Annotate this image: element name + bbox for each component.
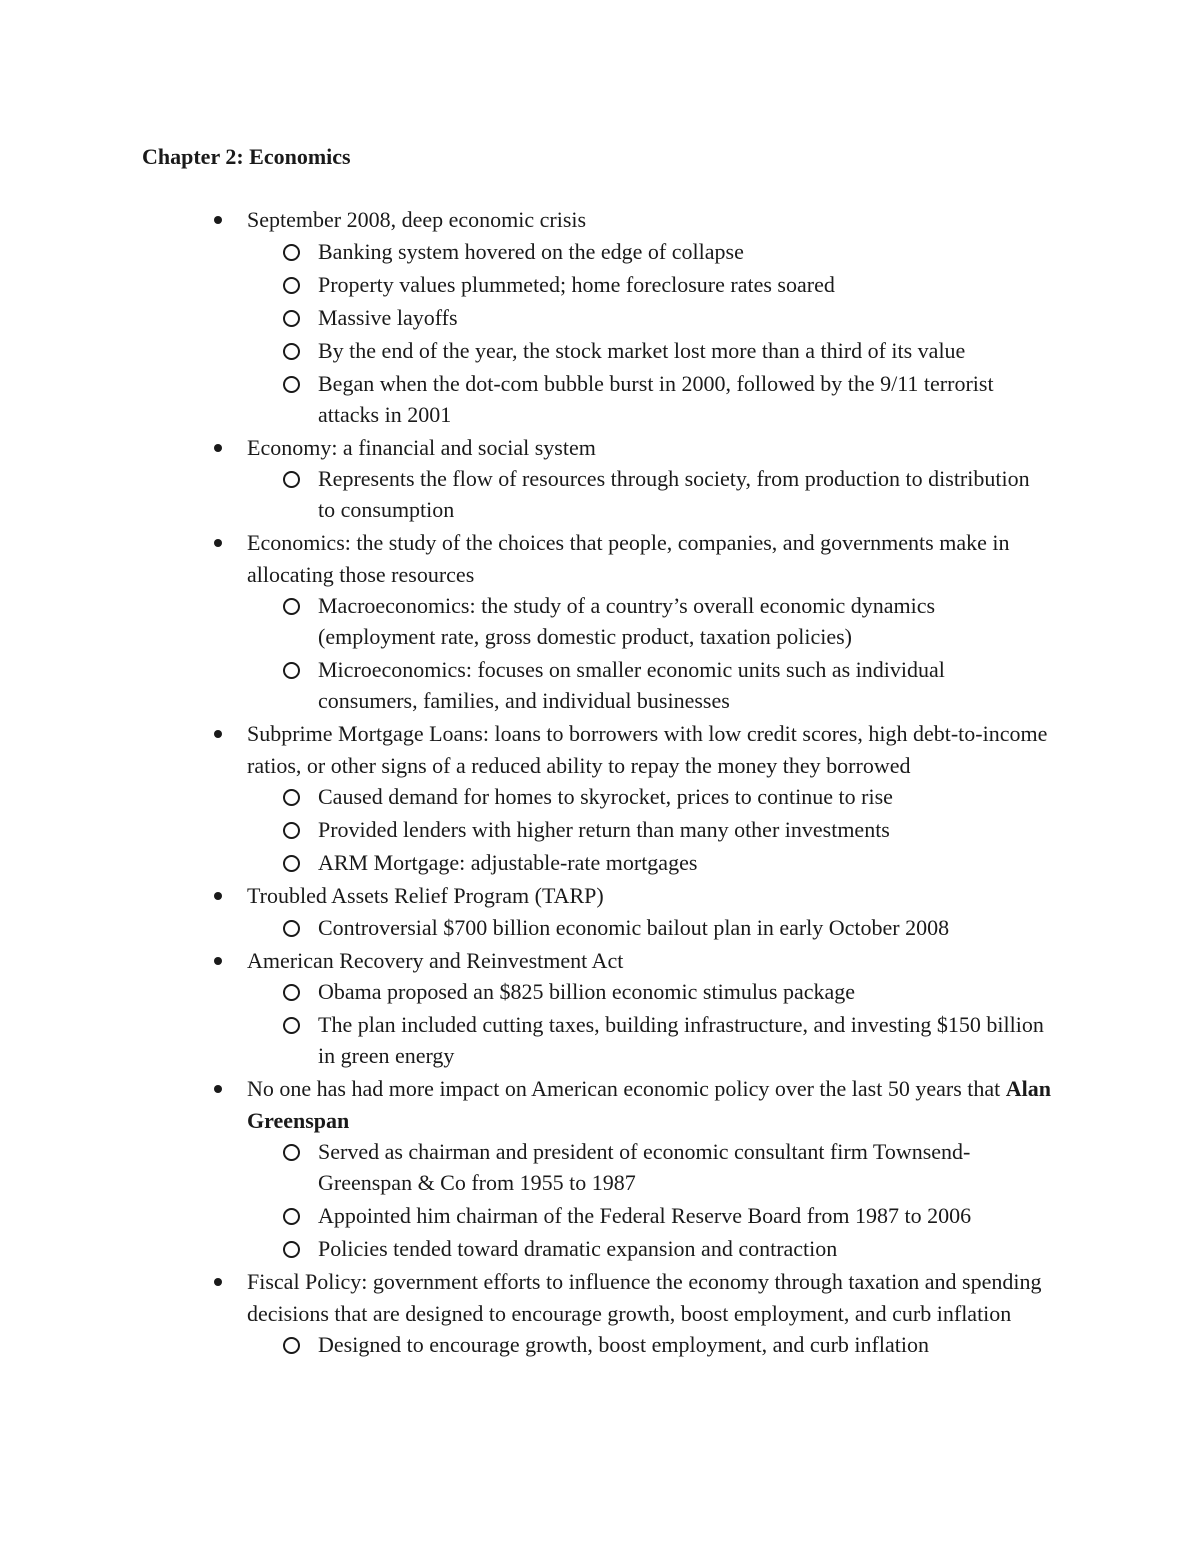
hollow-bullet-icon xyxy=(283,1017,300,1034)
sub-item-text: Property values plummeted; home foreclosure rates soared xyxy=(318,271,835,297)
outline-item xyxy=(0,1266,1077,1360)
filled-bullet-icon xyxy=(214,216,222,224)
outline-item xyxy=(0,880,1077,943)
hollow-bullet-icon xyxy=(283,471,300,488)
emphasis-name: Alan Greenspan xyxy=(247,1076,1052,1133)
filled-bullet-icon xyxy=(214,957,222,965)
outline-item-text: September 2008, deep economic crisis xyxy=(247,207,587,232)
sub-item-text: Macroeconomics: the study of a country’s overall economic dynamics (employment rate, gross domestic product, taxation policies) xyxy=(318,593,936,649)
sub-item xyxy=(247,1136,1048,1198)
sub-item-text: Appointed him chairman of the Federal Reserve Board from 1987 to 2006 xyxy=(318,1203,972,1228)
outline-item-text: No one has had more impact on American economic policy over the last 50 years that xyxy=(247,1076,1001,1101)
hollow-bullet-icon xyxy=(283,343,300,360)
sub-item xyxy=(247,1200,1048,1231)
sub-item xyxy=(247,269,1048,300)
sub-item-text: Designed to encourage growth, boost employment, and curb inflation xyxy=(318,1332,929,1357)
hollow-bullet-icon xyxy=(283,244,300,261)
outline-item xyxy=(0,432,1077,526)
sub-item xyxy=(247,236,1048,267)
sub-list xyxy=(247,1136,1077,1264)
hollow-bullet-icon xyxy=(283,310,300,327)
hollow-bullet-icon xyxy=(283,984,300,1001)
hollow-bullet-icon xyxy=(283,920,300,937)
sub-item xyxy=(247,335,1048,366)
sub-item xyxy=(247,1233,1048,1264)
sub-item xyxy=(247,302,1048,333)
sub-item-text: The plan included cutting taxes, building infrastructure, and investing $150 billion in green energy xyxy=(318,1012,1044,1068)
hollow-bullet-icon xyxy=(283,855,300,872)
outline-list xyxy=(0,204,1200,1362)
sub-item-text: Caused demand for homes to skyrocket, prices to continue to rise xyxy=(318,784,893,809)
filled-bullet-icon xyxy=(214,730,222,738)
sub-item xyxy=(247,1329,1048,1360)
outline-item xyxy=(0,718,1077,878)
hollow-bullet-icon xyxy=(283,1144,300,1161)
hollow-bullet-icon xyxy=(283,1241,300,1258)
sub-item xyxy=(247,654,1048,716)
filled-bullet-icon xyxy=(214,539,222,547)
sub-list xyxy=(247,590,1077,716)
filled-bullet-icon xyxy=(214,1085,222,1093)
sub-item xyxy=(247,976,1048,1007)
sub-item xyxy=(247,590,1048,652)
outline-item-text: Subprime Mortgage Loans: loans to borrowers with low credit scores, high debt-to-income ratios, or other signs of a reduced ability to repay the money they borrowed xyxy=(247,721,1048,778)
sub-item xyxy=(247,781,1048,812)
page-title: Chapter 2: Economics xyxy=(142,144,351,169)
sub-item-text: By the end of the year, the stock market lost more than a third of its value xyxy=(318,337,966,363)
outline-item-text: Troubled Assets Relief Program (TARP) xyxy=(247,883,604,908)
filled-bullet-icon xyxy=(214,892,222,900)
sub-item-text: Controversial $700 billion economic bailout plan in early October 2008 xyxy=(318,914,950,940)
sub-item-text: Represents the flow of resources through society, from production to distribution to consumption xyxy=(318,466,1030,522)
hollow-bullet-icon xyxy=(283,1337,300,1354)
sub-item-text: Began when the dot-com bubble burst in 2000, followed by the 9/11 terrorist attacks in 2001 xyxy=(318,370,994,427)
sub-item-text: ARM Mortgage: adjustable-rate mortgages xyxy=(318,850,698,875)
sub-list xyxy=(247,912,1077,943)
hollow-bullet-icon xyxy=(283,1208,300,1225)
sub-list xyxy=(247,463,1077,525)
sub-list xyxy=(247,236,1077,430)
sub-list xyxy=(247,781,1077,878)
hollow-bullet-icon xyxy=(283,789,300,806)
sub-list xyxy=(247,1329,1077,1360)
outline-item-text: Fiscal Policy: government efforts to influence the economy through taxation and spending decisions that are designed to encourage growth, boost employment, and curb inflation xyxy=(247,1269,1042,1326)
sub-item xyxy=(247,368,1048,430)
sub-item-text: Obama proposed an $825 billion economic stimulus package xyxy=(318,979,856,1004)
outline-item xyxy=(0,204,1077,430)
sub-item xyxy=(247,1009,1048,1071)
sub-item-text: Massive layoffs xyxy=(318,304,458,330)
hollow-bullet-icon xyxy=(283,277,300,294)
hollow-bullet-icon xyxy=(283,598,300,615)
outline-item xyxy=(0,527,1077,716)
hollow-bullet-icon xyxy=(283,376,300,393)
outline-item-text: American Recovery and Reinvestment Act xyxy=(247,947,624,973)
outline-item xyxy=(0,1073,1077,1264)
sub-item xyxy=(247,912,1048,943)
sub-item-text: Provided lenders with higher return than many other investments xyxy=(318,817,890,842)
hollow-bullet-icon xyxy=(283,662,300,679)
filled-bullet-icon xyxy=(214,1278,222,1286)
sub-item-text: Microeconomics: focuses on smaller economic units such as individual consumers, families, and individual businesses xyxy=(318,657,945,713)
sub-item xyxy=(247,814,1048,845)
filled-bullet-icon xyxy=(214,444,222,452)
sub-item-text: Banking system hovered on the edge of collapse xyxy=(318,238,744,264)
sub-item xyxy=(247,463,1048,525)
sub-item-text: Policies tended toward dramatic expansion and contraction xyxy=(318,1236,838,1261)
sub-item-text: Served as chairman and president of economic consultant firm Townsend-Greenspan & Co from 1955 to 1987 xyxy=(318,1139,971,1195)
outline-item-text: Economics: the study of the choices that people, companies, and governments make in allocating those resources xyxy=(247,530,1010,587)
outline-item xyxy=(0,945,1077,1072)
sub-item xyxy=(247,847,1048,878)
hollow-bullet-icon xyxy=(283,822,300,839)
outline-item-text: Economy: a financial and social system xyxy=(247,434,596,460)
sub-list xyxy=(247,976,1077,1071)
